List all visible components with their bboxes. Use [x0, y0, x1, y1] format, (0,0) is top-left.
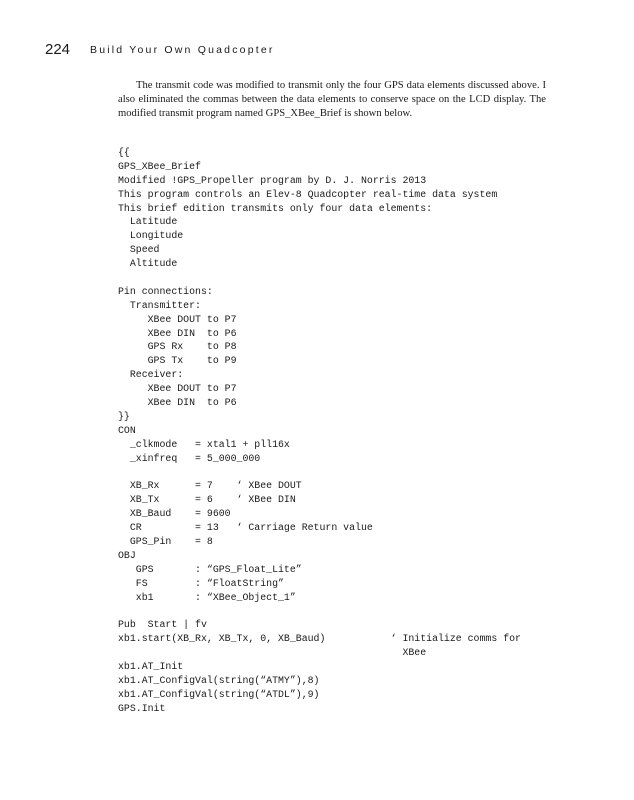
code-line: [118, 465, 521, 479]
code-line: Latitude: [118, 216, 178, 228]
code-line: xb1 : “XBee_Object_1”: [118, 591, 296, 603]
code-line: CR = 13 ‘ Carriage Return value: [118, 522, 373, 534]
code-line: XBee DIN to P6: [118, 397, 237, 409]
code-line: xb1.AT_ConfigVal(string(“ATMY”),8): [118, 674, 320, 686]
code-line: Pub Start | fv: [118, 619, 207, 631]
code-line: Receiver:: [118, 369, 184, 381]
code-line: }}: [118, 410, 130, 422]
code-line: Speed: [118, 244, 160, 256]
code-listing: [118, 146, 521, 716]
code-line: XB_Tx = 6 ‘ XBee DIN: [118, 494, 296, 506]
code-line: OBJ: [118, 549, 136, 561]
code-line: GPS Tx to P9: [118, 355, 237, 367]
code-line: [118, 604, 521, 618]
code-line: GPS.Init: [118, 702, 166, 714]
code-line: XBee DOUT to P7: [118, 313, 237, 325]
code-line: Longitude: [118, 230, 184, 242]
page-number: 224: [45, 41, 71, 58]
code-line: _xinfreq = 5_000_000: [118, 452, 261, 464]
code-line: Altitude: [118, 258, 178, 270]
code-line: XBee DIN to P6: [118, 327, 237, 339]
code-line: xb1.start(XB_Rx, XB_Tx, 0, XB_Baud) ‘ Initialize comms for: [118, 633, 521, 645]
code-line: GPS_XBee_Brief: [118, 160, 201, 172]
code-line: Modified !GPS_Propeller program by D. J. Norris 2013: [118, 174, 427, 186]
code-line: XB_Baud = 9600: [118, 508, 231, 520]
code-line: [118, 271, 521, 285]
code-line: xb1.AT_ConfigVal(string(“ATDL”),9): [118, 688, 320, 700]
code-line: This brief edition transmits only four data elements:: [118, 202, 433, 214]
code-line: This program controls an Elev-8 Quadcopter real-time data system: [118, 188, 498, 200]
code-line: Pin connections:: [118, 285, 213, 297]
code-line: GPS : “GPS_Float_Lite”: [118, 563, 302, 575]
code-line: xb1.AT_Init: [118, 660, 184, 672]
code-line: GPS_Pin = 8: [118, 535, 213, 547]
code-line: FS : “FloatString”: [118, 577, 284, 589]
code-line: Transmitter:: [118, 299, 201, 311]
code-line: _clkmode = xtal1 + pll16x: [118, 438, 290, 450]
code-line: GPS Rx to P8: [118, 341, 237, 353]
code-line: CON: [118, 424, 136, 436]
code-line: {{: [118, 147, 130, 158]
code-line: XBee: [118, 647, 427, 659]
code-line: XB_Rx = 7 ‘ XBee DOUT: [118, 480, 302, 492]
running-head: Build Your Own Quadcopter: [90, 44, 275, 56]
intro-paragraph: The transmit code was modified to transmit only the four GPS data elements discussed above. I also eliminated the commas between the data elements to conserve space on the LCD display. The modified transmit program named GPS_XBee_Brief is shown below.: [118, 80, 546, 120]
code-line: XBee DOUT to P7: [118, 383, 237, 395]
